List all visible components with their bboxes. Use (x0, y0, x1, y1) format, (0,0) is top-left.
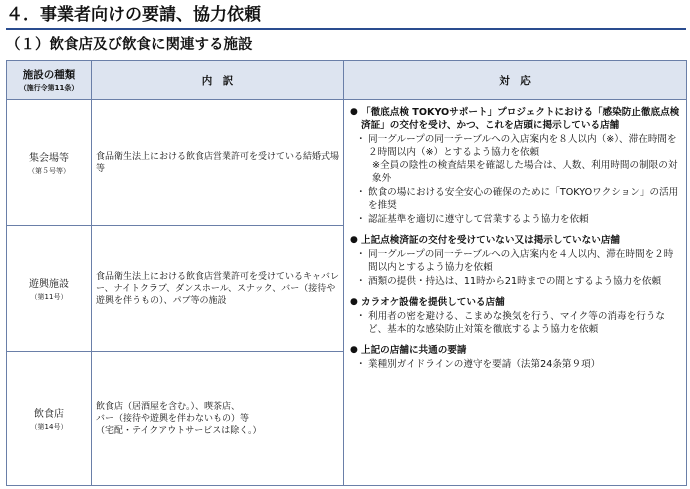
taiou-section-uncertified (350, 234, 682, 288)
kind-cell (7, 352, 92, 486)
kind-name: 飲食店 (34, 409, 64, 420)
facility-table (6, 60, 687, 486)
header-kind (7, 61, 92, 100)
section-title: ● 上記の店舗に共通の要請 (350, 344, 682, 357)
header-kind-sub: （施行令第11条） (19, 84, 79, 92)
section-title: ● カラオケ設備を提供している店舗 (350, 296, 682, 309)
list-item: ・ 認証基準を適切に遵守して営業するよう協力を依頼 (350, 213, 682, 226)
kind-article: （第５号等） (28, 167, 70, 175)
kind-name: 集会場等 (29, 153, 69, 164)
header-detail: 内 訳 (92, 61, 344, 100)
list-item: ・ 酒類の提供・持込は、11時から21時までの間とするよう協力を依頼 (350, 275, 682, 288)
kind-article: （第11号） (30, 293, 68, 301)
list-item: ・ 利用者の密を避ける、こまめな換気を行う、マイク等の消毒を行うなど、基本的な感染防止対策を徹底するよう協力を依頼 (350, 310, 682, 336)
detail-cell: 食品衛生法上における飲食店営業許可を受けているキャバレー、ナイトクラブ、ダンスホール、スナック、バー（接待や遊興を伴うもの）、パブ等の施設 (92, 226, 344, 352)
header-taiou: 対 応 (344, 61, 687, 100)
list-item: ・ 同一グループの同一テーブルへの入店案内を４人以内、滞在時間を２時間以内とするよう協力を依頼 (350, 248, 682, 274)
header-kind-label: 施設の種類 (22, 69, 76, 81)
list-note: ※全員の陰性の検査結果を確認した場合は、人数、利用時間の制限の対象外 (372, 160, 678, 184)
taiou-cell (344, 100, 687, 486)
kind-cell (7, 226, 92, 352)
kind-article: （第14号） (30, 423, 68, 431)
page-heading: ４．事業者向けの要請、協力依頼 (6, 2, 686, 30)
taiou-section-karaoke (350, 296, 682, 336)
table-row (7, 100, 687, 226)
detail-cell: 飲食店（居酒屋を含む。）、喫茶店、 バー（接待や遊興を伴わないもの）等 （宅配・テイクアウトサービスは除く。） (92, 352, 344, 486)
list-item: ・ 飲食の場における安全安心の確保のために「TOKYOワクション」の活用を推奨 (350, 186, 682, 212)
table-header-row (7, 61, 687, 100)
section-title: ● 上記点検済証の交付を受けていない又は掲示していない店舗 (350, 234, 682, 247)
section-title: ● 「徹底点検 TOKYOサポート」プロジェクトにおける「感染防止徹底点検済証」の交付を受け、かつ、これを店頭に掲示している店舗 (350, 106, 682, 132)
section-subheading: （１）飲食店及び飲食に関連する施設 (6, 37, 253, 53)
taiou-section-common (350, 344, 682, 371)
kind-name: 遊興施設 (29, 279, 69, 290)
taiou-section-certified (350, 106, 682, 226)
detail-cell: 食品衛生法上における飲食店営業許可を受けている結婚式場等 (92, 100, 344, 226)
kind-cell (7, 100, 92, 226)
list-item: ・ 同一グループの同一テーブルへの入店案内を８人以内（※）、滞在時間を２時間以内（※）とするよう協力を依頼 (350, 133, 682, 159)
list-item: ・ 業種別ガイドラインの遵守を要請（法第24条第９項） (350, 358, 682, 371)
